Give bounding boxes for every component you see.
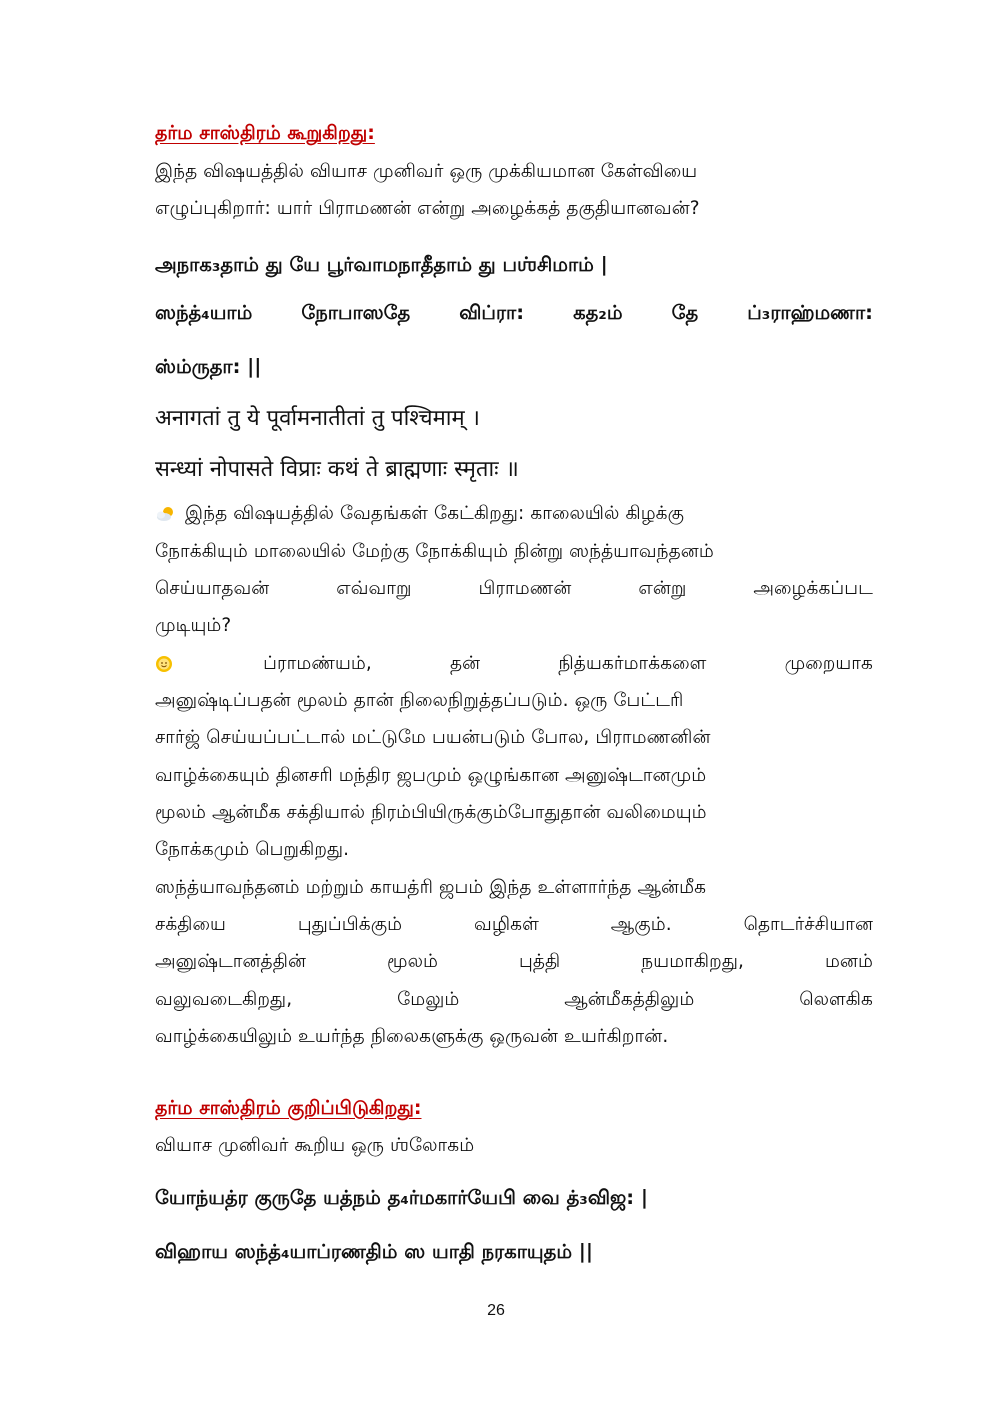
paragraph-line: சக்தியை புதுப்பிக்கும் வழிகள் ஆகும். தொடர்ச்சியான xyxy=(155,914,873,935)
verse-line: அநாக₃தாம் து யே பூர்வாமநாதீதாம் து பஶ்சிமாம் | xyxy=(155,253,608,276)
verse-word: தே xyxy=(671,301,699,324)
sun-face-icon xyxy=(155,655,177,673)
document-page xyxy=(155,0,875,1403)
paragraph-line: அனுஷ்டானத்தின் மூலம் புத்தி நயமாகிறது, மனம் xyxy=(155,951,873,972)
cloud-sun-icon xyxy=(155,505,177,523)
paragraph-line: மூலம் ஆன்மீக சக்தியால் நிரம்பியிருக்கும்போதுதான் வலிமையும் xyxy=(155,802,707,823)
verse-line: யோந்யத்ர குருதே யத்நம் த₄ர்மகார்யேபி வை த்₃விஜ: | xyxy=(155,1186,648,1209)
verse-word: விப்ரா: xyxy=(459,301,525,324)
verse-word: நோபாஸதே xyxy=(301,301,411,324)
paragraph-line: வாழ்க்கையும் தினசரி மந்திர ஜபமும் ஒழுங்கான அனுஷ்டானமும் xyxy=(155,765,707,786)
verse-line xyxy=(155,301,873,327)
page-number: 26 xyxy=(487,1302,505,1319)
paragraph-line: ஸந்த்யாவந்தனம் மற்றும் காயத்ரி ஜபம் இந்த உள்ளார்ந்த ஆன்மீக xyxy=(155,877,707,898)
sanskrit-verse-line: अनागतां तु ये पूर्वामनातीतां तु पश्चिमाम् । xyxy=(155,406,480,431)
verse-word: கத₂ம் xyxy=(573,301,623,324)
paragraph-line: முடியும்? xyxy=(155,615,232,636)
section-heading: தர்ம சாஸ்திரம் குறிப்பிடுகிறது: xyxy=(155,1097,422,1119)
paragraph-line: செய்யாதவன் எவ்வாறு பிராமணன் என்று அழைக்கப்பட xyxy=(155,578,873,599)
paragraph-line: சார்ஜ் செய்யப்பட்டால் மட்டுமே பயன்படும் போல, பிராமணனின் xyxy=(155,727,711,748)
paragraph-line: ப்ராமண்யம், தன் நித்யகர்மாக்களை முறையாக xyxy=(155,655,873,674)
verse-line: ஸ்ம்ருதா: || xyxy=(155,355,262,378)
paragraph-line: வலுவடைகிறது, மேலும் ஆன்மீகத்திலும் லௌகிக xyxy=(155,989,873,1010)
paragraph-line: எழுப்புகிறார்: யார் பிராமணன் என்று அழைக்கத் தகுதியானவன்? xyxy=(155,198,700,219)
paragraph-line: நோக்கியும் மாலையில் மேற்கு நோக்கியும் நின்று ஸந்த்யாவந்தனம் xyxy=(155,541,714,562)
sanskrit-verse-line: सन्ध्यां नोपासते विप्राः कथं ते ब्राह्मणाः स्मृताः ॥ xyxy=(155,457,519,482)
paragraph-line: நோக்கமும் பெறுகிறது. xyxy=(155,839,350,860)
verse-line: விஹாய ஸந்த்₄யாப்ரணதிம் ஸ யாதி நரகாயுதம் || xyxy=(155,1240,594,1263)
paragraph-line: வாழ்க்கையிலும் உயர்ந்த நிலைகளுக்கு ஒருவன் உயர்கிறான். xyxy=(155,1026,669,1047)
verse-word: ப்₃ராஹ்மணா: xyxy=(747,301,873,324)
paragraph-line: இந்த விஷயத்தில் வியாச முனிவர் ஒரு முக்கியமான கேள்வியை xyxy=(155,161,698,182)
verse-word: ஸந்த்₄யாம் xyxy=(155,301,253,324)
paragraph-line: இந்த விஷயத்தில் வேதங்கள் கேட்கிறது: காலையில் கிழக்கு xyxy=(155,505,684,524)
paragraph-line: வியாச முனிவர் கூறிய ஒரு ஶ்லோகம் xyxy=(155,1135,475,1156)
section-heading: தர்ம சாஸ்திரம் கூறுகிறது: xyxy=(155,122,375,144)
paragraph-line: அனுஷ்டிப்பதன் மூலம் தான் நிலைநிறுத்தப்படும். ஒரு பேட்டரி xyxy=(155,690,684,711)
